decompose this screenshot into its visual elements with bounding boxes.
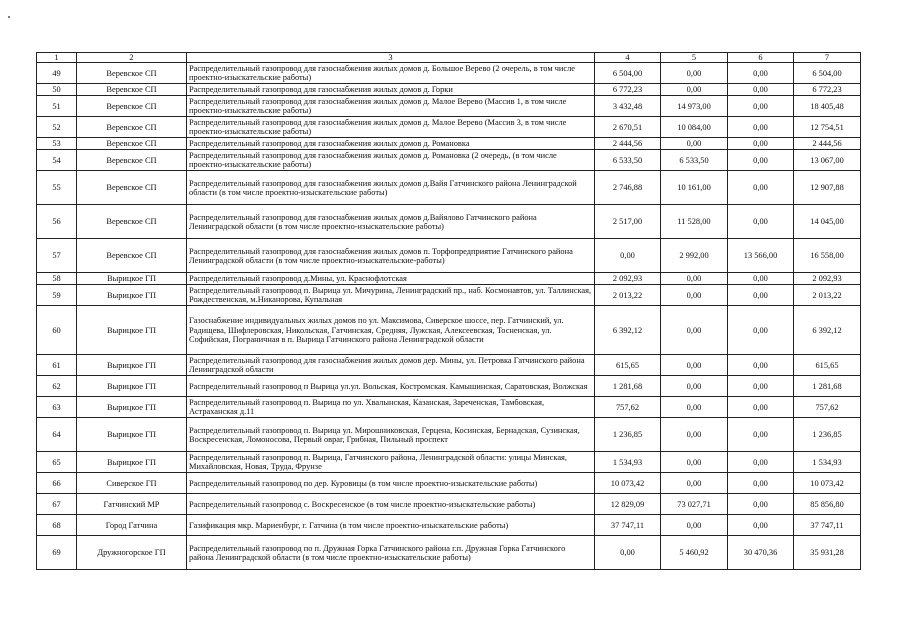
table-row — [37, 205, 861, 239]
row-description: Распределительный газопровод для газоснабжения жилых домов д.Вайя Гатчинского района Ленинградской области (в том числе проектно-изыскательские работы) — [187, 171, 595, 205]
row-value-col5: 6 533,50 — [661, 150, 728, 171]
row-number: 57 — [37, 239, 77, 273]
row-description: Распределительный газопровод для газоснабжения жилых домов д. Романовка (2 очередь, (в том числе проектно-изыскательские работы) — [187, 150, 595, 171]
row-description: Распределительный газопровод п. Вырица, Гатчинского района, Ленинградской области: улицы Минская, Михайловская, Новая, Труда, Фрунзе — [187, 452, 595, 473]
row-value-col7: 6 392,12 — [794, 306, 861, 355]
row-value-col7: 37 747,11 — [794, 515, 861, 536]
row-number: 68 — [37, 515, 77, 536]
row-value-col6: 13 566,00 — [728, 239, 794, 273]
row-description: Распределительный газопровод для газоснабжения жилых домов д. Малое Верево (Массив 1, в том числе проектно-изыскательские работы) — [187, 96, 595, 117]
row-value-col6: 0,00 — [728, 96, 794, 117]
row-description: Газификация мкр. Мариенбург, г. Гатчина (в том числе проектно-изыскательские работы) — [187, 515, 595, 536]
row-settlement: Веревское СП — [77, 171, 187, 205]
column-header: 4 — [595, 53, 661, 63]
row-description: Распределительный газопровод для газоснабжения жилых домов п. Торфопредприятие Гатчинского района Ленинградской области (в том числе проектно-изыскательские-работы) — [187, 239, 595, 273]
row-value-col6: 0,00 — [728, 397, 794, 418]
row-settlement: Вырицкое ГП — [77, 355, 187, 376]
column-number-row — [37, 53, 861, 63]
row-value-col6: 0,00 — [728, 473, 794, 494]
row-value-col7: 6 772,23 — [794, 84, 861, 96]
row-value-col4: 2 013,22 — [595, 285, 661, 306]
row-value-col5: 5 460,92 — [661, 536, 728, 570]
row-settlement: Веревское СП — [77, 205, 187, 239]
row-number: 55 — [37, 171, 77, 205]
column-header: 1 — [37, 53, 77, 63]
row-value-col5: 14 973,00 — [661, 96, 728, 117]
row-description: Распределительный газопровод п. Вырица по ул. Хвалынская, Казанская, Зареченская, Тамбовская, Астраханская д.11 — [187, 397, 595, 418]
row-value-col6: 0,00 — [728, 273, 794, 285]
row-number: 51 — [37, 96, 77, 117]
table-row — [37, 150, 861, 171]
table-row — [37, 473, 861, 494]
row-value-col7: 13 067,00 — [794, 150, 861, 171]
row-value-col5: 0,00 — [661, 138, 728, 150]
row-settlement: Дружногорское ГП — [77, 536, 187, 570]
column-header: 2 — [77, 53, 187, 63]
table-row — [37, 138, 861, 150]
table-row — [37, 117, 861, 138]
row-number: 65 — [37, 452, 77, 473]
row-value-col4: 0,00 — [595, 536, 661, 570]
row-value-col4: 6 504,00 — [595, 63, 661, 84]
row-settlement: Гатчинский МР — [77, 494, 187, 515]
row-description: Распределительный газопровод для газоснабжения жилых домов д. Горки — [187, 84, 595, 96]
row-value-col7: 18 405,48 — [794, 96, 861, 117]
row-value-col6: 0,00 — [728, 306, 794, 355]
row-number: 62 — [37, 376, 77, 397]
row-value-col6: 0,00 — [728, 84, 794, 96]
row-description: Распределительный газопровод с. Воскресенское (в том числе проектно-изыскательские работы) — [187, 494, 595, 515]
table-row — [37, 494, 861, 515]
row-description: Распределительный газопровод по дер. Куровицы (в том числе проектно-изыскательские работы) — [187, 473, 595, 494]
row-value-col5: 10 161,00 — [661, 171, 728, 205]
row-value-col7: 1 281,68 — [794, 376, 861, 397]
table-row — [37, 171, 861, 205]
row-value-col7: 12 907,88 — [794, 171, 861, 205]
row-number: 61 — [37, 355, 77, 376]
row-settlement: Город Гатчина — [77, 515, 187, 536]
row-value-col4: 2 092,93 — [595, 273, 661, 285]
row-value-col4: 1 281,68 — [595, 376, 661, 397]
table-row — [37, 273, 861, 285]
row-settlement: Веревское СП — [77, 239, 187, 273]
table-body — [37, 63, 861, 570]
row-number: 67 — [37, 494, 77, 515]
row-value-col4: 1 534,93 — [595, 452, 661, 473]
row-value-col5: 0,00 — [661, 397, 728, 418]
row-value-col4: 2 517,00 — [595, 205, 661, 239]
row-value-col4: 1 236,85 — [595, 418, 661, 452]
table-row — [37, 397, 861, 418]
row-description: Распределительный газопровод п. Вырица ул. Мирошниковская, Герцена, Косинская, Бернадская, Сузинская, Воскресенская, Ломоносова, Первый овраг, Грибная, Пильный проспект — [187, 418, 595, 452]
row-settlement: Вырицкое ГП — [77, 376, 187, 397]
row-number: 56 — [37, 205, 77, 239]
row-value-col5: 0,00 — [661, 285, 728, 306]
row-number: 54 — [37, 150, 77, 171]
table-row — [37, 355, 861, 376]
table-row — [37, 376, 861, 397]
row-description: Распределительный газопровод для газоснабжения жилых домов д. Романовка — [187, 138, 595, 150]
row-value-col6: 0,00 — [728, 452, 794, 473]
row-value-col7: 35 931,28 — [794, 536, 861, 570]
row-value-col5: 0,00 — [661, 306, 728, 355]
row-value-col4: 10 073,42 — [595, 473, 661, 494]
row-value-col5: 0,00 — [661, 376, 728, 397]
column-header: 7 — [794, 53, 861, 63]
row-number: 69 — [37, 536, 77, 570]
row-description: Распределительный газопровод по п. Дружная Горка Гатчинского района г.п. Дружная Горка Гатчинского района Ленинградской области (в том числе проектно-изыскательские работы) — [187, 536, 595, 570]
row-description: Распределительный газопровод для газоснабжения жилых домов д.Вайялово Гатчинского района Ленинградской области (в том числе проектно-изыскательские работы) — [187, 205, 595, 239]
row-value-col4: 2 444,56 — [595, 138, 661, 150]
table-row — [37, 96, 861, 117]
row-value-col4: 2 746,88 — [595, 171, 661, 205]
row-value-col5: 0,00 — [661, 452, 728, 473]
table-row — [37, 452, 861, 473]
row-value-col4: 757,62 — [595, 397, 661, 418]
row-value-col6: 0,00 — [728, 494, 794, 515]
row-value-col7: 14 045,00 — [794, 205, 861, 239]
row-value-col7: 10 073,42 — [794, 473, 861, 494]
row-settlement: Вырицкое ГП — [77, 452, 187, 473]
row-description: Распределительный газопровод д.Мины, ул. Краснофлотская — [187, 273, 595, 285]
row-settlement: Веревское СП — [77, 84, 187, 96]
table-row — [37, 418, 861, 452]
row-description: Распределительный газопровод для газоснабжения жилых домов д. Малое Верево (Массив 3, в том числе проектно-изыскательские работы) — [187, 117, 595, 138]
row-value-col5: 0,00 — [661, 63, 728, 84]
row-settlement: Вырицкое ГП — [77, 397, 187, 418]
row-value-col5: 0,00 — [661, 355, 728, 376]
row-value-col7: 1 236,85 — [794, 418, 861, 452]
table-row — [37, 306, 861, 355]
row-value-col5: 11 528,00 — [661, 205, 728, 239]
row-value-col5: 73 027,71 — [661, 494, 728, 515]
table-row — [37, 63, 861, 84]
row-value-col4: 615,65 — [595, 355, 661, 376]
row-value-col4: 2 670,51 — [595, 117, 661, 138]
table-row — [37, 239, 861, 273]
row-value-col6: 0,00 — [728, 63, 794, 84]
row-number: 63 — [37, 397, 77, 418]
row-number: 60 — [37, 306, 77, 355]
row-value-col7: 1 534,93 — [794, 452, 861, 473]
row-number: 66 — [37, 473, 77, 494]
row-value-col6: 30 470,36 — [728, 536, 794, 570]
column-header: 5 — [661, 53, 728, 63]
row-value-col6: 0,00 — [728, 171, 794, 205]
column-header: 6 — [728, 53, 794, 63]
row-value-col5: 0,00 — [661, 473, 728, 494]
row-description: Газоснабжение индивидуальных жилых домов по ул. Максимова, Сиверское шоссе, пер. Гатчинский, ул. Радищева, Шифлеровская, Никольская, Гатчинская, Средняя, Лужская, Алексеевская, Тосненская, ул. Софийская, Пограничная в п. Вырица Гатчинского района Ленинградской области — [187, 306, 595, 355]
row-value-col7: 16 558,00 — [794, 239, 861, 273]
row-settlement: Сиверское ГП — [77, 473, 187, 494]
row-settlement: Веревское СП — [77, 138, 187, 150]
row-settlement: Веревское СП — [77, 117, 187, 138]
scan-speck — [8, 16, 10, 18]
row-number: 52 — [37, 117, 77, 138]
row-value-col6: 0,00 — [728, 138, 794, 150]
row-value-col7: 6 504,00 — [794, 63, 861, 84]
row-value-col6: 0,00 — [728, 205, 794, 239]
row-number: 59 — [37, 285, 77, 306]
row-value-col4: 37 747,11 — [595, 515, 661, 536]
row-value-col6: 0,00 — [728, 376, 794, 397]
row-value-col7: 757,62 — [794, 397, 861, 418]
row-value-col4: 6 772,23 — [595, 84, 661, 96]
column-header: 3 — [187, 53, 595, 63]
table-row — [37, 84, 861, 96]
row-value-col7: 2 444,56 — [794, 138, 861, 150]
row-value-col6: 0,00 — [728, 515, 794, 536]
row-description: Распределительный газопровод п. Вырица ул. Мичурина, Ленинградский пр., наб. Космонавтов, ул. Таллинская, Рождественская, м.Никанорова, Купальная — [187, 285, 595, 306]
table-row — [37, 515, 861, 536]
row-settlement: Веревское СП — [77, 96, 187, 117]
row-settlement: Вырицкое ГП — [77, 273, 187, 285]
data-table — [36, 52, 861, 570]
row-value-col5: 0,00 — [661, 418, 728, 452]
row-settlement: Вырицкое ГП — [77, 285, 187, 306]
row-settlement: Вырицкое ГП — [77, 306, 187, 355]
row-value-col5: 0,00 — [661, 515, 728, 536]
table-row — [37, 536, 861, 570]
row-value-col6: 0,00 — [728, 285, 794, 306]
row-number: 50 — [37, 84, 77, 96]
row-value-col5: 0,00 — [661, 273, 728, 285]
row-value-col7: 2 092,93 — [794, 273, 861, 285]
row-settlement: Веревское СП — [77, 150, 187, 171]
row-value-col7: 2 013,22 — [794, 285, 861, 306]
row-description: Распределительный газопровод п Вырица ул.ул. Вольская, Костромская. Камышинская, Саратовская, Волжская — [187, 376, 595, 397]
row-number: 58 — [37, 273, 77, 285]
row-value-col5: 0,00 — [661, 84, 728, 96]
row-value-col5: 10 084,00 — [661, 117, 728, 138]
row-value-col4: 6 533,50 — [595, 150, 661, 171]
row-value-col4: 3 432,48 — [595, 96, 661, 117]
row-number: 64 — [37, 418, 77, 452]
row-number: 53 — [37, 138, 77, 150]
row-value-col7: 12 754,51 — [794, 117, 861, 138]
row-value-col6: 0,00 — [728, 418, 794, 452]
row-value-col4: 6 392,12 — [595, 306, 661, 355]
row-value-col6: 0,00 — [728, 150, 794, 171]
row-settlement: Веревское СП — [77, 63, 187, 84]
row-value-col4: 12 829,09 — [595, 494, 661, 515]
table-row — [37, 285, 861, 306]
row-settlement: Вырицкое ГП — [77, 418, 187, 452]
row-value-col4: 0,00 — [595, 239, 661, 273]
row-value-col6: 0,00 — [728, 355, 794, 376]
row-value-col7: 615,65 — [794, 355, 861, 376]
row-description: Распределительный газопровод для газоснабжения жилых домов дер. Мины, ул. Петровка Гатчинского района Ленинградской области — [187, 355, 595, 376]
row-value-col7: 85 856,80 — [794, 494, 861, 515]
row-value-col5: 2 992,00 — [661, 239, 728, 273]
row-description: Распределительный газопровод для газоснабжения жилых домов д. Большое Верево (2 очерель, в том числе проектно-изыскательские работы) — [187, 63, 595, 84]
row-value-col6: 0,00 — [728, 117, 794, 138]
row-number: 49 — [37, 63, 77, 84]
